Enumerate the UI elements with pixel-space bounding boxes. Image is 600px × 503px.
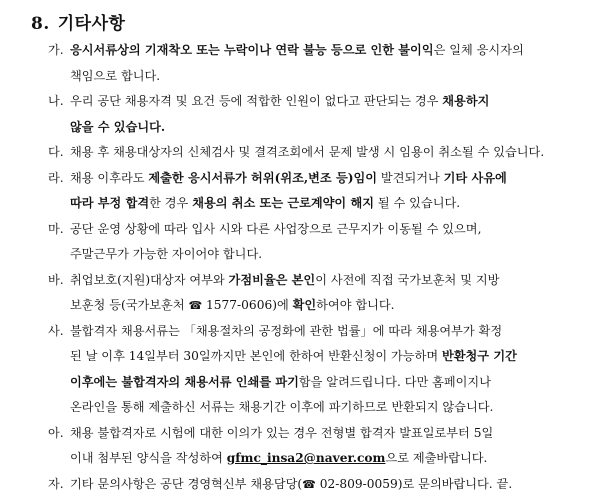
item-text-line: [70, 421, 593, 447]
section-number: 8.: [31, 14, 50, 34]
item-text-line: [70, 370, 593, 396]
emphasis-text: 이후에는 불합격자의 채용서류 인쇄를 파기: [70, 374, 299, 389]
item-text-line: [70, 242, 593, 268]
text-segment: 채용 불합격자로 시험에 대한 이의가 있는 경우 전형별 합격자 발표일로부터 5일: [70, 425, 494, 440]
emphasis-text: 채용의 취소 또는 근로계약이 해지: [192, 196, 374, 210]
text-segment: 한 경우: [149, 196, 193, 210]
notice-item: [48, 472, 593, 498]
text-segment: 불합격자 채용서류는 「채용절차의 공정화에 관한 법률」에 따라 채용여부가 확정: [70, 323, 503, 338]
section-heading: [31, 9, 125, 34]
text-segment: 하여야 합니다.: [316, 298, 395, 312]
text-segment: 될 수 있습니다.: [374, 196, 461, 210]
item-text-line: [70, 395, 593, 421]
item-text-line: [70, 472, 593, 498]
text-segment: 함을 알려드립니다. 다만 홈페이지나: [298, 374, 491, 389]
emphasis-text: 않을 수 있습니다.: [70, 119, 166, 134]
emphasis-text: 제출한 응시서류가 허위(위조,변조 등)임이: [148, 170, 378, 185]
item-text-line: [70, 217, 593, 243]
item-marker: 라.: [48, 170, 64, 185]
emphasis-text: 기타 사유에: [443, 170, 507, 185]
notice-item: [48, 89, 593, 140]
text-segment: 된 날 이후 14일부터 30일까지만 본인에 한하여 반환신청이 가능하며: [70, 349, 442, 363]
text-segment: 우리 공단 채용자격 및 요건 등에 적합한 인원이 없다고 판단되는 경우: [70, 94, 443, 108]
item-marker: 사.: [48, 323, 64, 338]
text-segment: 02-809-0059)로 문의바랍니다. 끝.: [315, 476, 513, 491]
item-marker: 나.: [48, 94, 64, 108]
section-title: 기타사항: [57, 14, 126, 34]
text-segment: 은 일체 응시자의: [433, 43, 524, 57]
text-segment: 이내 첨부된 양식을 작성하여: [70, 451, 227, 465]
text-segment: 채용 이후라도: [70, 170, 149, 185]
item-text-line: [70, 319, 593, 345]
notice-item: [48, 140, 593, 166]
item-text-line: [70, 89, 593, 115]
phone-icon: ☎: [188, 299, 203, 312]
item-text-line: [70, 446, 593, 472]
text-segment: 발견되거나: [377, 170, 444, 185]
text-segment: 취업보호(지원)대상자 여부와: [70, 272, 229, 287]
text-segment: 기타 문의사항은 공단 경영혁신부 채용담당(: [70, 476, 303, 491]
item-text-line: [70, 64, 593, 90]
text-segment: 으로 제출바랍니다.: [385, 451, 488, 465]
text-segment: 주말근무가 가능한 자이어야 합니다.: [70, 247, 263, 261]
emphasis-text: 따라 부정 합격: [70, 196, 150, 210]
item-marker: 마.: [48, 221, 64, 236]
text-segment: 1577-0606)에: [202, 298, 293, 312]
item-marker: 자.: [48, 476, 64, 491]
item-marker: 아.: [48, 425, 64, 440]
item-marker: 가.: [48, 43, 64, 57]
item-text-line: [70, 115, 593, 141]
text-segment: 온라인을 통해 제출하신 서류는 채용기간 이후에 파기하므로 반환되지 않습니다.: [70, 400, 494, 414]
text-segment: 보훈청 등(국가보훈처: [70, 298, 189, 312]
text-segment: 공단 운영 상황에 따라 입사 시와 다른 사업장으로 근무지가 이동될 수 있으며,: [70, 221, 482, 236]
emphasis-text: 가점비율은 본인: [228, 272, 316, 287]
emphasis-text: 확인: [292, 298, 317, 312]
item-text-line: [70, 191, 593, 217]
phone-icon: ☎: [302, 477, 316, 491]
notice-item: [48, 268, 593, 319]
notice-item: [48, 319, 593, 421]
notice-item: [48, 421, 593, 472]
notice-item: [48, 38, 593, 89]
notice-item: [48, 217, 593, 268]
item-text-line: [70, 140, 593, 166]
item-marker: 다.: [48, 145, 64, 159]
notice-list: [48, 38, 593, 497]
text-segment: 책임으로 합니다.: [70, 68, 161, 83]
emphasis-text: 응시서류상의 기재착오 또는 누락이나 연락 불능 등으로 인한 불이익: [70, 43, 434, 57]
emphasis-text: 반환청구 기간: [441, 349, 517, 363]
item-marker: 바.: [48, 272, 64, 287]
text-segment: 이 사전에 직접 국가보훈처 및 지방: [315, 272, 500, 287]
email-link[interactable]: gfmc_insa2@naver.com: [226, 451, 386, 465]
item-text-line: [70, 268, 593, 294]
item-text-line: [70, 38, 593, 64]
notice-item: [48, 166, 593, 217]
text-segment: 채용 후 채용대상자의 신체검사 및 결격조회에서 문제 발생 시 임용이 취소될 수 있습니다.: [70, 145, 545, 159]
item-text-line: [70, 293, 593, 319]
item-text-line: [70, 166, 593, 192]
item-text-line: [70, 344, 593, 370]
emphasis-text: 채용하지: [442, 94, 490, 108]
